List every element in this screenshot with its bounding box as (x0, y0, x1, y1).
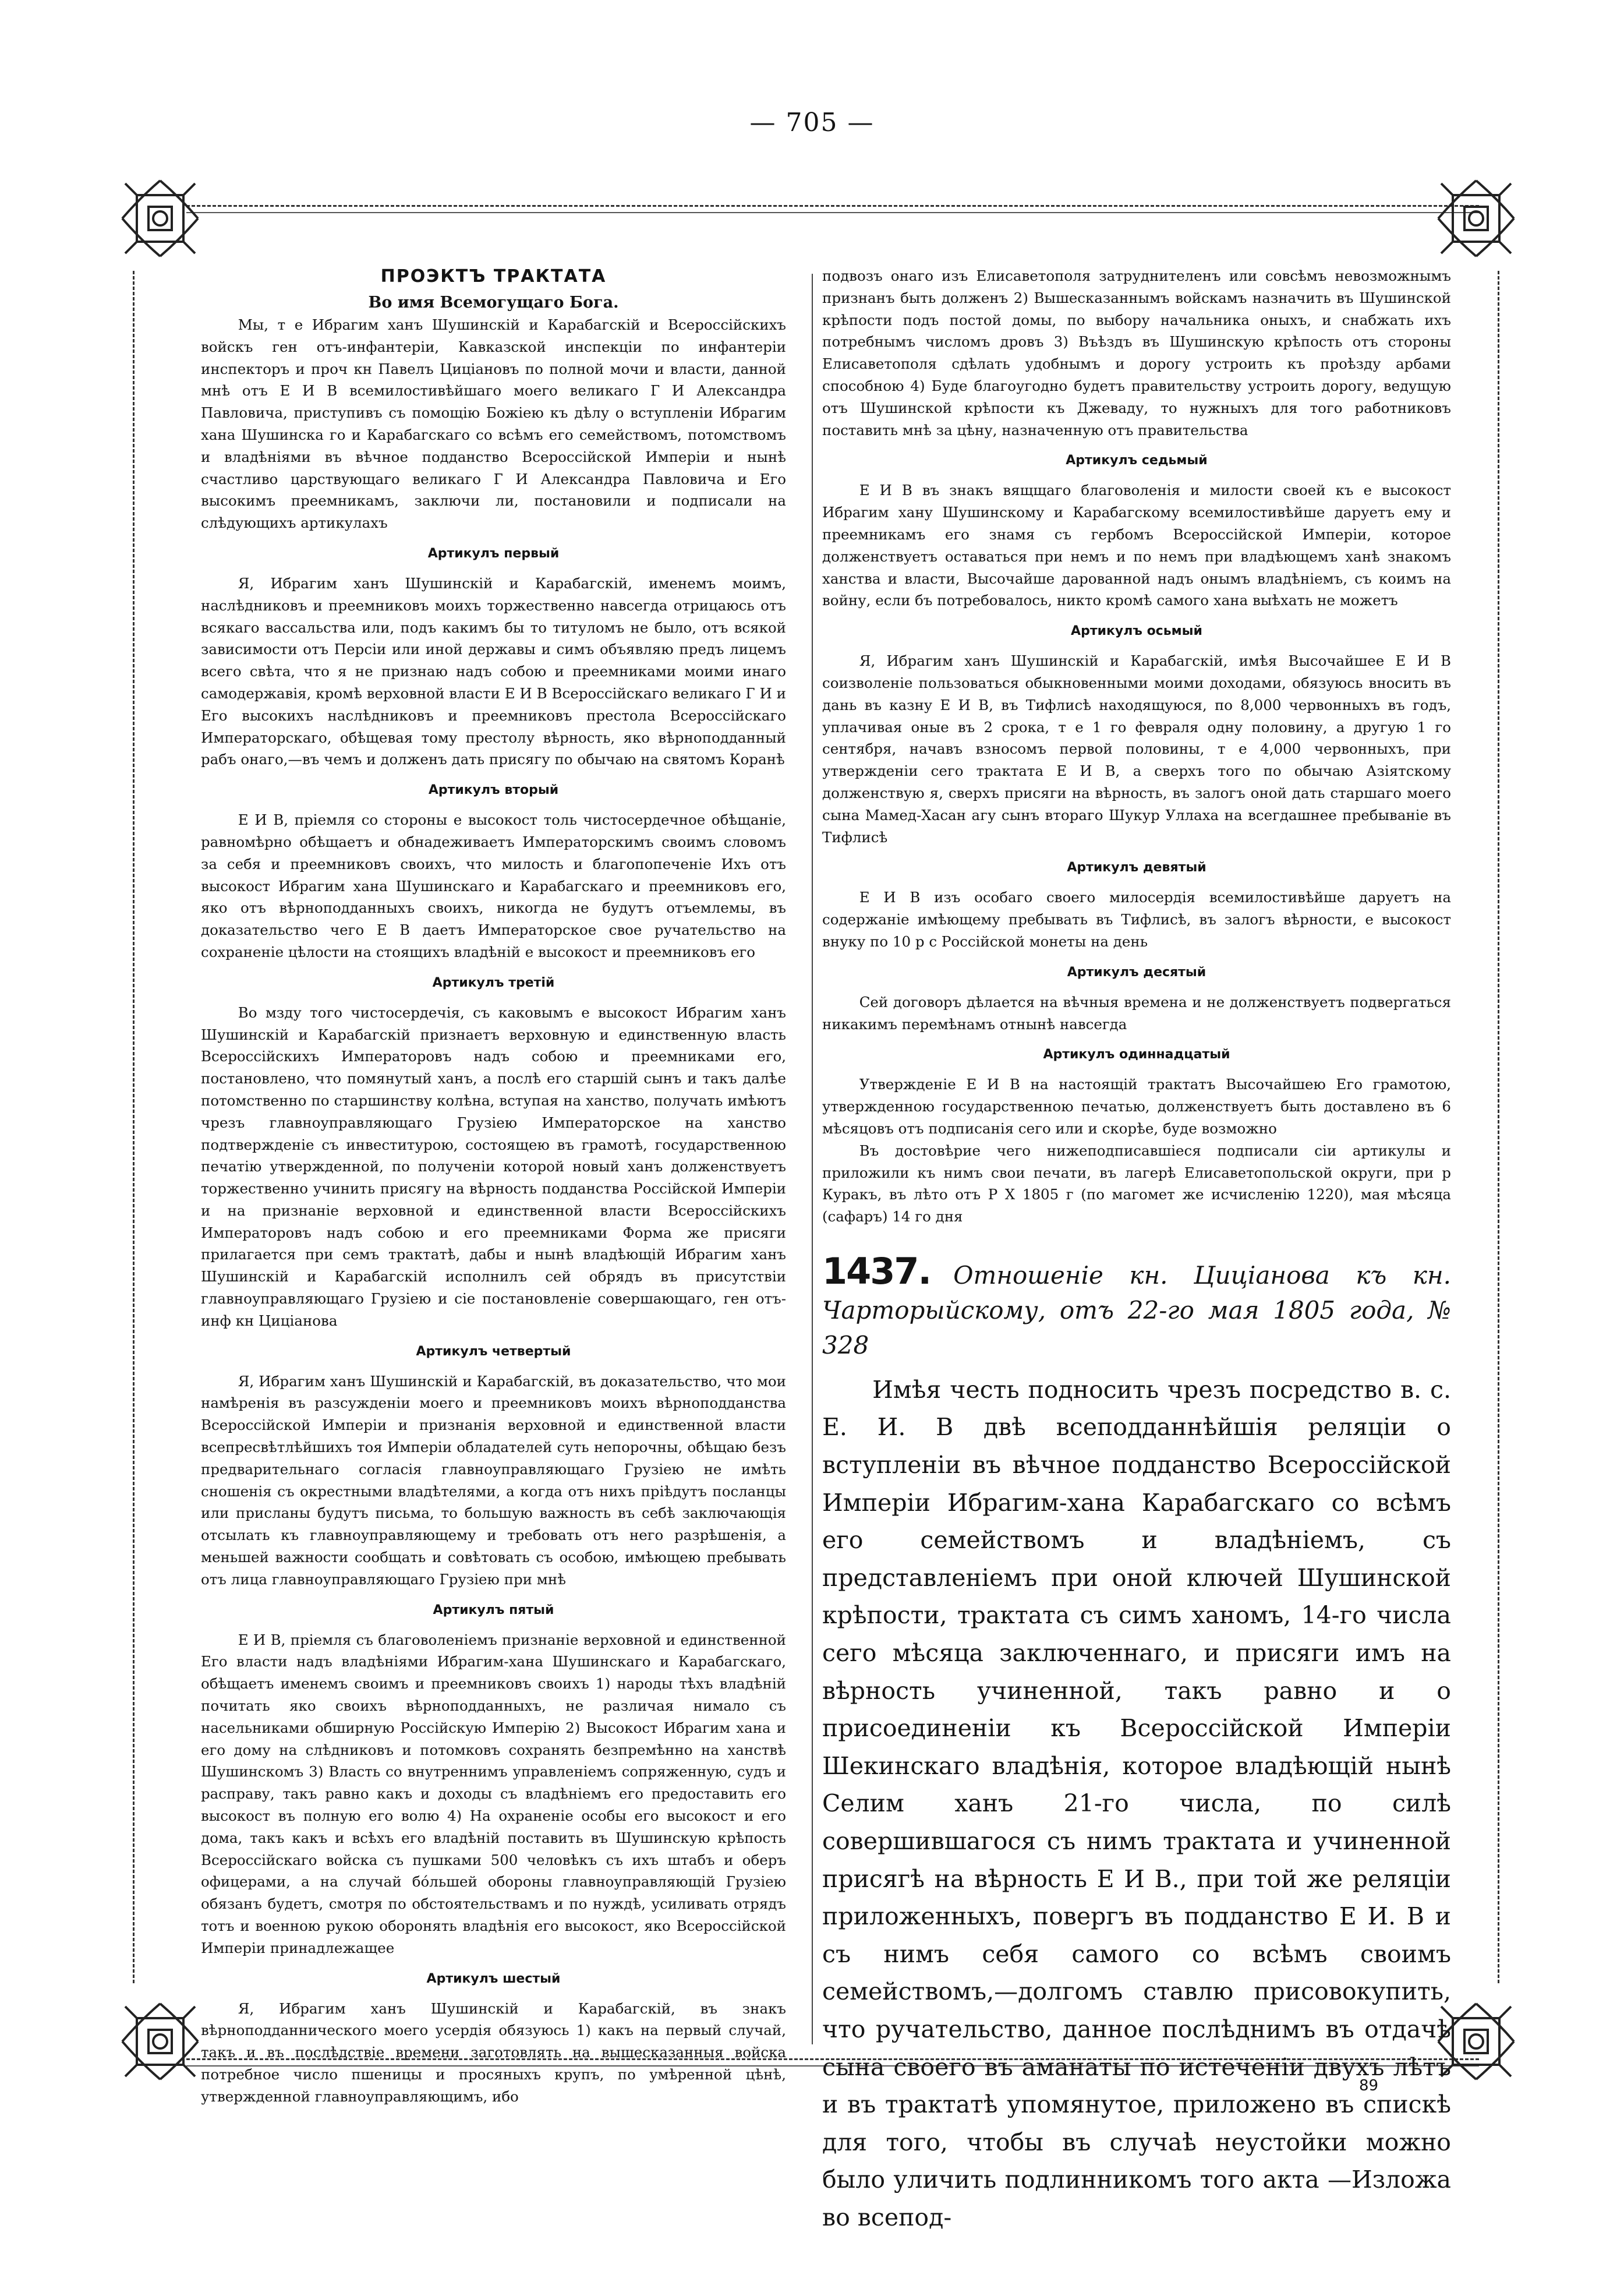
article-11-text: Утвержденіе Е И В на настоящій трактатъ Высочайшею Его грамотою, утвержденною государственною печатью, долженствуетъ быть доставлено въ 6 мѣсяцовъ отъ подписанія сего или и скорѣе, буде возможно (822, 1076, 1451, 1137)
article-2-text: Е И В, пріемля со стороны е высокост толь чистосердечное обѣщаніе, равномѣрно обѣщаетъ и обнадеживаетъ Императорскимъ своимъ словомъ за себя и преемниковъ своихъ, что милость и благопопеченіе Ихъ отъ высокост Ибрагим хана Шушинскаго и Карабагскаго и преемниковъ его, яко отъ вѣрноподданныхъ своихъ, никогда не будутъ отъемлемы, въ доказательство чего Е В даетъ Императорское свое ручательство на сохраненіе цѣлости на стоящихъ владѣній е высокост и преемниковъ его (201, 811, 786, 960)
article-3-heading: Артикулъ третій (432, 975, 555, 990)
page-number: — 705 — (749, 108, 875, 137)
article-11-heading: Артикулъ одиннадцатый (1043, 1047, 1230, 1062)
treaty-closing: Въ достовѣрие чего нижеподписавшіеся подписали сіи артикулы и приложили къ нимъ свои печати, въ лагерѣ Елисаветопольской округи, при р Куракъ, въ лѣто отъ Р Х 1805 г (по магомет же исчисленію 1220), мая мѣсяца (сафаръ) 14 го дня (822, 1142, 1451, 1225)
article-3-text: Во мзду того чистосердечія, съ каковымъ е высокост Ибрагим ханъ Шушинскій и Карабагскій признаетъ верховную и единственную власть Всероссійскихъ Императоровъ надъ собою и преемниками его, постановлено, что помянутый ханъ, а послѣ его старшій сынъ и такъ далѣе потомственно по старшинству колѣна, вступая на ханство, получать имѣютъ чрезъ главноуправляющаго Грузіею Императорское на ханство подтвержденіе съ инвеститурою, состоящею въ грамотѣ, государственною печатію утвержденной, по полученіи которой новый ханъ долженствуетъ торжественно учинить присягу на вѣрность подданства Россійской Имперіи и на признаніе верховной и единственной власти Всероссійскихъ Императоровъ надъ собою и его преемниками Форма же присяги прилагается при семъ трактатѣ, дабы и нынѣ владѣющій Ибрагим ханъ Шушинскій и Карабагскій исполнилъ сей обрядъ въ присутствіи главноуправляющаго Грузіею и сіе постановленіе совершающаго, ген отъ-инф кн Цицiанова (201, 1004, 786, 1329)
article-2-heading: Артикулъ вторый (428, 783, 559, 798)
article-6-text: Я, Ибрагим ханъ Шушинскій и Карабагскій, въ знакъ вѣрноподданнического моего усердія обязуюсь 1) какъ на первый случай, такъ и въ послѣдствіе времени заготовлять на вышесказанныя войска потребное число пшеницы и просяныхъ крупъ, по умѣренной цѣнѣ, утвержденной главноуправляющимъ, ибо (201, 2000, 786, 2105)
article-8-heading: Артикулъ осьмый (1071, 624, 1202, 639)
article-7-text: Е И В въ знакъ вящщаго благоволенія и милости своей къ е высокост Ибрагим хану Шушинскому и Карабагскому всемилостивѣйше даруетъ ему и преемникамъ его знамя съ гербомъ Всероссійской Имперіи, которое долженствуетъ оставаться при немъ и по немъ при владѣющемъ ханѣ знакомъ ханства и власти, Высочайше дарованной надъ онымъ владѣніемъ, съ коимъ на войну, если бъ потребовалось, никто кромѣ самого хана выѣхать не можетъ (822, 482, 1451, 609)
article-1-text: Я, Ибрагим ханъ Шушинскій и Карабагскій, именемъ моимъ, наслѣдниковъ и преемниковъ моихъ торжественно навсегда отрицаюсь отъ всякаго вассальства или, подъ какимъ бы то титуломъ не было, отъ всякой зависимости отъ Персіи или иной державы и симъ объявляю предъ лицемъ всего свѣта, что я не признаю надъ собою и преемниками моими инаго самодержавія, кромѣ верховной власти Е И В Всероссійскаго великаго Г И и Его высокихъ наслѣдниковъ и преемниковъ престола Всероссійскаго Императорскаго, обѣщевая тому престолу вѣрность, яко вѣрноподданный рабъ онаго,—въ чемъ и долженъ дать присягу по обычаю на святомъ Коранѣ (201, 574, 786, 768)
frame-left-border (133, 271, 135, 1983)
frame-top-border (186, 205, 1479, 207)
frame-top-rule (186, 212, 1479, 213)
article-9-text: Е И В изъ особаго своего милосердія всемилостивѣйше даруетъ на содержаніе имѣющему пребывать въ Тифлисѣ, въ залогъ вѣрности, е высокост внуку по 10 р с Россійской монеты на день (822, 889, 1451, 950)
treaty-invocation: Во имя Всемогущаго Бога. (368, 294, 619, 312)
article-5-heading: Артикулъ пятый (433, 1602, 554, 1617)
column-divider (812, 274, 813, 2044)
document-body-text: Имѣя честь подносить чрезъ посредство в. с. Е. И. В двѣ всеподданнѣйшія реляціи о вступленіи въ вѣчное подданство Всероссійской Имперіи Ибрагим-хана Карабагскаго со всѣмъ его семействомъ и владѣніемъ, съ представленіемъ при оной ключей Шушинской крѣпости, трактата съ симъ ханомъ, 14-го числа сего мѣсяца заключеннаго, и присяги имъ на вѣрность учиненной, такъ равно и о присоединеніи къ Всероссійской Имперіи Шекинскаго владѣнія, которое владѣющій нынѣ Селим ханъ 21-го числа, по силѣ совершившагося съ нимъ трактата и учиненной присягѣ на вѣрность Е И В., при той же реляціи приложенныхъ, повергъ въ подданство Е И. В и съ нимъ себя самого со всѣмъ своимъ семействомъ,—долгомъ ставлю присовокупить, что ручательство, данное послѣднимъ въ отдачѣ сына своего въ аманаты по истеченіи двухъ лѣтъ и въ трактатѣ упомянутое, приложено въ спискѣ для того, чтобы въ случаѣ неустойки можно было уличить подлинникомъ того акта —Изложа во всепод- (822, 1375, 1451, 2231)
article-1-heading: Артикулъ первый (427, 546, 560, 561)
article-5-text: Е И В, пріемля съ благоволеніемъ признаніе верховной и единственной Его власти надъ владѣніями Ибрагим-хана Шушинскаго и Карабагскаго, обѣщаетъ именемъ своимъ и преемниковъ своихъ 1) народы тѣхъ владѣній почитать яко своихъ вѣрноподданныхъ, не различая нимало съ насельниками обширную Россійскую Имперію 2) Высокост Ибрагим хана и его дому на слѣдниковъ и потомковъ сохранять безпремѣнно на ханствѣ Шушинскомъ 3) Власть со внутреннимъ управленіемъ сопряженную, судъ и расправу, такъ равно какъ и доходы съ владѣніемъ его предоставить его высокост въ полную его волю 4) На охраненіе особы его высокост и его дома, такъ какъ и всѣхъ его владѣній поставить въ Шушинскую крѣпость Всероссійскаго войска съ пушками 500 человѣкъ съ ихъ штабъ и оберъ офицерами, а на случай бóльшей обороны главноуправляющій Грузіею обязанъ будетъ, смотря по обстоятельствамъ и по нуждѣ, усиливать отрядъ тотъ и военною рукою оборонять владѣнія его высокост, яко Всероссійской Имперіи принадлежащее (201, 1631, 786, 1956)
article-7-heading: Артикулъ седьмый (1066, 453, 1208, 468)
right-column (822, 265, 1451, 2237)
document-number: 1437. (822, 1249, 931, 1292)
article-6-continuation: подвозъ онаго изъ Елисаветополя затруднителенъ или совсѣмъ невозможнымъ признанъ быть долженъ 2) Вышесказаннымъ войскамъ назначить въ Шушинской крѣпости подъ постой домы, по выбору начальника оныхъ, и снабжать ихъ потребнымъ числомъ дровъ 3) Въѣздъ въ Шушинскую крѣпость отъ стороны Елисаветополя сдѣлать удобнымъ и дорогу устроить къ проѣзду арбами способною 4) Буде благоугодно будетъ правительству устроить дорогу, ведущую отъ Шушинской крѣпости къ Джеваду, то нужныхъ для того работниковъ поставить мнѣ за цѣну, назначенную отъ правительства (822, 267, 1451, 439)
article-6-heading: Артикулъ шестый (426, 1971, 561, 1986)
corner-ornament-top-right (1432, 175, 1520, 262)
article-4-heading: Артикулъ четвертый (416, 1344, 571, 1359)
treaty-title: ПРОЭКТЪ ТРАКТАТА (380, 266, 607, 287)
corner-ornament-bottom-left (116, 1998, 204, 2085)
frame-right-border (1498, 271, 1499, 1983)
left-column (201, 265, 786, 2108)
article-4-text: Я, Ибрагим ханъ Шушинскій и Карабагскій, въ доказательство, что мои намѣренія въ разсужденіи моего и преемниковъ моихъ вѣрноподданства Всероссійской Имперіи и признанія верховной и единственной власти всепресвѣтлѣйшихъ тоя Имперіи обладателей суть непорочны, обѣщаю безъ предварительнаго согласія главноуправляющаго Грузіею не имѣть сношенія съ окрестными владѣтелями, а когда отъ нихъ пріѣдутъ посланцы или присланы будутъ письма, то большую важность въ себѣ заключающія отсылать къ главноуправляющему и требовать отъ него разрѣшенія, а меньшей важности сообщать и совѣтовать съ особою, имѣющею пребывать отъ лица главноуправляющаго Грузіею при мнѣ (201, 1372, 786, 1588)
article-10-text: Сей договоръ дѣлается на вѣчныя времена и не долженствуетъ подвергаться никакимъ перемѣнамъ отнынѣ навсегда (822, 993, 1451, 1033)
sheet-number: 89 (1359, 2077, 1379, 2094)
document-heading (822, 1249, 1451, 1363)
article-8-text: Я, Ибрагим ханъ Шушинскій и Карабагскій, имѣя Высочайшее Е И В соизволеніе пользоваться обыкновенными моими доходами, обязуюсь вносить въ дань въ казну Е И В, въ Тифлисѣ находящуюся, по 8,000 червонныхъ въ годъ, уплачивая оные въ 2 срока, т е 1 го февраля одну половину, а другую 1 го сентября, начавъ взносомъ первой половины, т е 4,000 червонныхъ, при утвержденіи сего трактата Е И В, а сверхъ того по обычаю Азіятскому долженствую я, сверхъ присяги на вѣрность, въ залогъ оной дать старшаго моего сына Мамед-Хасан агу сынъ втораго Шукур Уллаха на всегдашнее пребываніе въ Тифлисѣ (822, 652, 1451, 846)
document-title: Отношеніе кн. Цицiанова къ кн. Чарторыйскому, отъ 22-го мая 1805 года, № 328 (822, 1260, 1451, 1359)
document-body (822, 1371, 1451, 2237)
treaty-preamble: Мы, т е Ибрагим ханъ Шушинскій и Карабагскій и Всероссійскихъ войскъ ген отъ-инфантеріи, Кавказской инспекціи по инфантеріи инспекторъ и проч кн Павелъ Цицiановъ по полной мочи и власти, данной мнѣ отъ Е И В всемилостивѣйшаго моего великаго Г И Александра Павловича, приступивъ съ помощію Божіею къ дѣлу о вступленіи Ибрагим хана Шушинска го и Карабагскаго со всѣмъ его семействомъ, потомствомъ и владѣніями въ вѣчное подданство Всероссійской Имперіи и нынѣ счастливо царствующаго великаго Г И Александра Павловича и Его высокимъ преемникамъ, заключи ли, постановили и подписали на слѣдующихъ артикулахъ (201, 316, 786, 532)
article-10-heading: Артикулъ десятый (1067, 965, 1206, 980)
corner-ornament-top-left (116, 175, 204, 262)
article-9-heading: Артикулъ девятый (1067, 860, 1206, 875)
